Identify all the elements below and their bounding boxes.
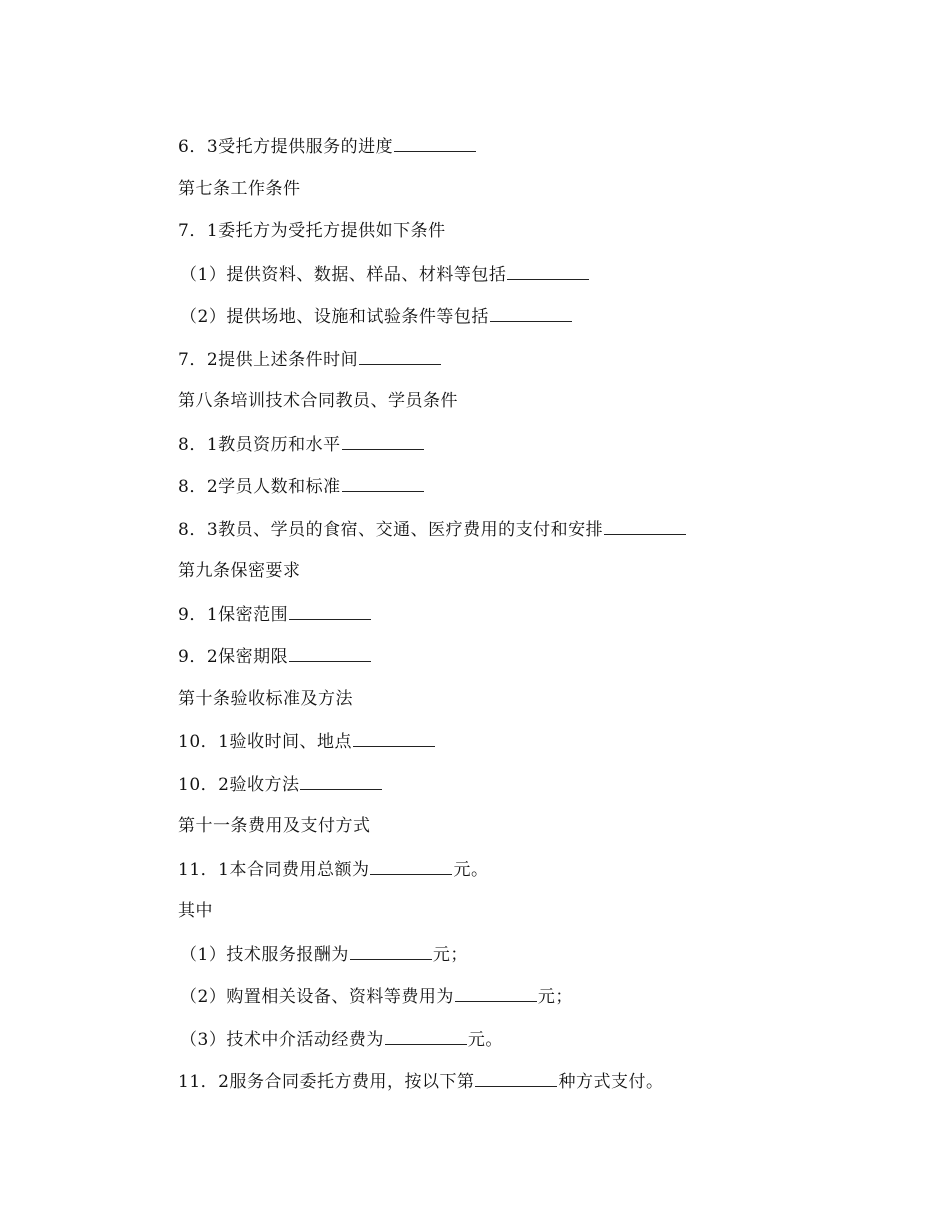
- fill-blank[interactable]: [289, 645, 371, 662]
- line-text: （3）技术中介活动经费为: [180, 1029, 384, 1050]
- line-text: 8．1教员资历和水平: [178, 434, 341, 455]
- line-text: 其中: [178, 901, 213, 921]
- clause-11-1-item-2: [178, 985, 878, 1028]
- line-suffix: 元；: [432, 944, 468, 965]
- line-text: 第十条验收标准及方法: [178, 688, 353, 709]
- article-10-heading: [178, 688, 878, 731]
- fill-blank[interactable]: [507, 263, 589, 280]
- line-text: （2）购置相关设备、资料等费用为: [180, 987, 454, 1007]
- line-text: （1）技术服务报酬为: [180, 944, 349, 965]
- fill-blank[interactable]: [353, 730, 435, 747]
- line-text: 8．3教员、学员的食宿、交通、医疗费用的支付和安排: [178, 519, 604, 540]
- article-9-heading: [178, 560, 878, 603]
- clause-10-1: [178, 730, 878, 773]
- fill-blank[interactable]: [350, 943, 432, 960]
- fill-blank[interactable]: [475, 1070, 557, 1087]
- line-suffix: 种方式支付。: [558, 1072, 664, 1092]
- fill-blank[interactable]: [455, 985, 537, 1002]
- line-text: 第十一条费用及支付方式: [178, 816, 371, 836]
- line-text: 10．2验收方法: [178, 774, 300, 795]
- fill-blank[interactable]: [394, 135, 476, 152]
- line-suffix: 元。: [453, 859, 489, 880]
- line-text: 7．1委托方为受托方提供如下条件: [178, 221, 446, 241]
- line-text: 第七条工作条件: [178, 178, 301, 199]
- fill-blank[interactable]: [370, 858, 452, 875]
- fill-blank[interactable]: [300, 773, 382, 790]
- clause-11-1-breakdown-label: [178, 900, 878, 943]
- clause-7-1-item-1: [178, 263, 878, 306]
- clause-8-3: [178, 518, 878, 561]
- line-text: 11．1本合同费用总额为: [178, 859, 370, 880]
- contract-text: [178, 135, 878, 1113]
- clause-6-3: [178, 135, 878, 178]
- clause-11-1-item-3: [178, 1028, 878, 1071]
- line-text: 10．1验收时间、地点: [178, 732, 352, 752]
- clause-9-2: [178, 645, 878, 688]
- line-text: 6．3受托方提供服务的进度: [178, 137, 394, 157]
- line-text: 第九条保密要求: [178, 561, 301, 581]
- clause-10-2: [178, 773, 878, 816]
- clause-8-2: [178, 475, 878, 518]
- line-text: 9．2保密期限: [178, 647, 289, 667]
- line-text: 11．2服务合同委托方费用，按以下第: [178, 1072, 475, 1092]
- fill-blank[interactable]: [359, 348, 441, 365]
- clause-11-1: [178, 858, 878, 901]
- line-text: （1）提供资料、数据、样品、材料等包括: [180, 264, 507, 285]
- article-11-heading: [178, 815, 878, 858]
- line-text: 9．1保密范围: [178, 604, 289, 625]
- fill-blank[interactable]: [604, 518, 686, 535]
- article-8-heading: [178, 390, 878, 433]
- clause-8-1: [178, 433, 878, 476]
- fill-blank[interactable]: [289, 603, 371, 620]
- clause-7-1: [178, 220, 878, 263]
- line-text: 第八条培训技术合同教员、学员条件: [178, 391, 458, 411]
- clause-7-1-item-2: [178, 305, 878, 348]
- clause-11-2: [178, 1070, 878, 1113]
- clause-11-1-item-1: [178, 943, 878, 986]
- line-text: 8．2学员人数和标准: [178, 477, 341, 497]
- clause-7-2: [178, 348, 878, 391]
- line-suffix: 元；: [537, 987, 573, 1007]
- fill-blank[interactable]: [490, 305, 572, 322]
- line-text: （2）提供场地、设施和试验条件等包括: [180, 307, 489, 327]
- article-7-heading: [178, 178, 878, 221]
- line-text: 7．2提供上述条件时间: [178, 349, 359, 370]
- clause-9-1: [178, 603, 878, 646]
- fill-blank[interactable]: [385, 1028, 467, 1045]
- line-suffix: 元。: [467, 1029, 503, 1050]
- fill-blank[interactable]: [342, 475, 424, 492]
- fill-blank[interactable]: [342, 433, 424, 450]
